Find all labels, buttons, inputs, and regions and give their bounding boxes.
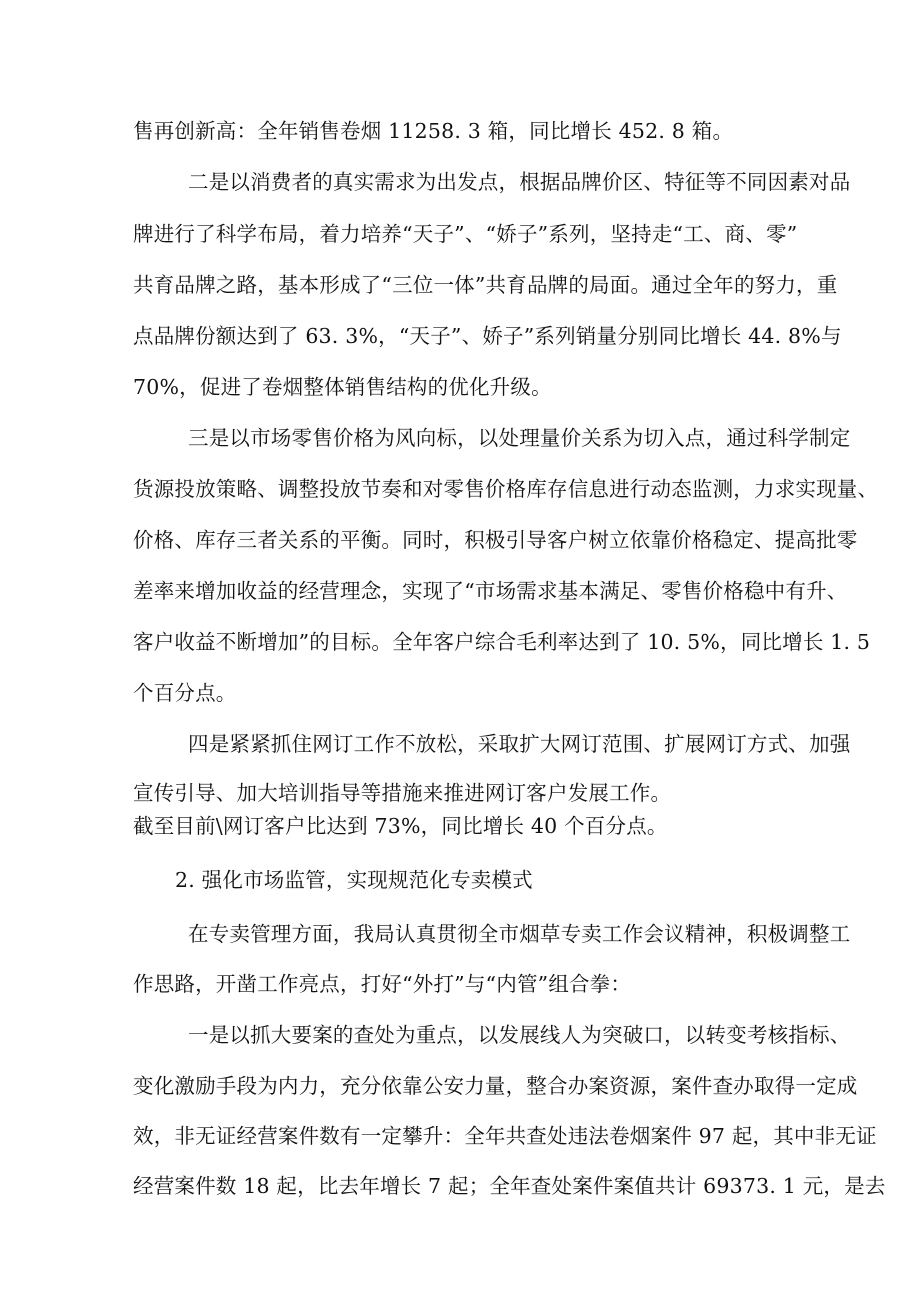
text-line-6: 70%，促进了卷烟整体销售结构的优化升级。 [133,375,552,399]
text-line-11: 客户收益不断增加”的目标。全年客户综合毛利率达到了 10. 5%，同比增长 1. 5 [133,630,871,654]
text-line-14: 宣传引导、加大培训指导等措施来推进网订客户发展工作。 [133,781,672,805]
text-line-19: 一是以抓大要案的查处为重点，以发展线人为突破口，以转变考核指标、 [188,1023,851,1047]
text-line-22: 经营案件数 18 起，比去年增长 7 起；全年查处案件案值共计 69373. 1 元，是去 [133,1174,886,1198]
text-line-15: 截至目前\网订客户比达到 73%，同比增长 40 个百分点。 [133,814,668,838]
text-line-2: 二是以消费者的真实需求为出发点，根据品牌价区、特征等不同因素对品 [188,170,851,194]
text-line-9: 价格、库存三者关系的平衡。同时，积极引导客户树立依靠价格稳定、提高批零 [133,528,858,552]
text-line-1: 售再创新高：全年销售卷烟 11258. 3 箱，同比增长 452. 8 箱。 [133,119,734,143]
text-line-17: 在专卖管理方面，我局认真贯彻全市烟草专卖工作会议精神，积极调整工 [188,922,851,946]
text-line-12: 个百分点。 [133,681,237,705]
section-heading: 2. 强化市场监管，实现规范化专卖模式 [175,868,533,892]
text-line-8: 货源投放策略、调整投放节奏和对零售价格库存信息进行动态监测，力求实现量、 [133,477,879,501]
text-line-4: 共育品牌之路，基本形成了“三位一体”共育品牌的局面。通过全年的努力，重 [133,273,838,297]
text-line-21: 效，非无证经营案件数有一定攀升：全年共查处违法卷烟案件 97 起，其中非无证 [133,1124,877,1148]
text-line-18: 作思路，开凿工作亮点，打好“外打”与“内管”组合拳： [133,972,632,996]
text-line-5: 点品牌份额达到了 63. 3%，“天子”、娇子”系列销量分别同比增长 44. 8%与 [133,324,842,348]
text-line-20: 变化激励手段为内力，充分依靠公安力量，整合办案资源，案件查办取得一定成 [133,1074,858,1098]
text-line-3: 牌进行了科学布局，着力培养“天子”、“娇子”系列，坚持走“工、商、零” [133,222,798,246]
text-line-7: 三是以市场零售价格为风向标，以处理量价关系为切入点，通过科学制定 [188,426,851,450]
text-line-10: 差率来增加收益的经营理念，实现了“市场需求基本满足、零售价格稳中有升、 [133,579,848,603]
text-line-13: 四是紧紧抓住网订工作不放松，采取扩大网订范围、扩展网订方式、加强 [188,732,851,756]
